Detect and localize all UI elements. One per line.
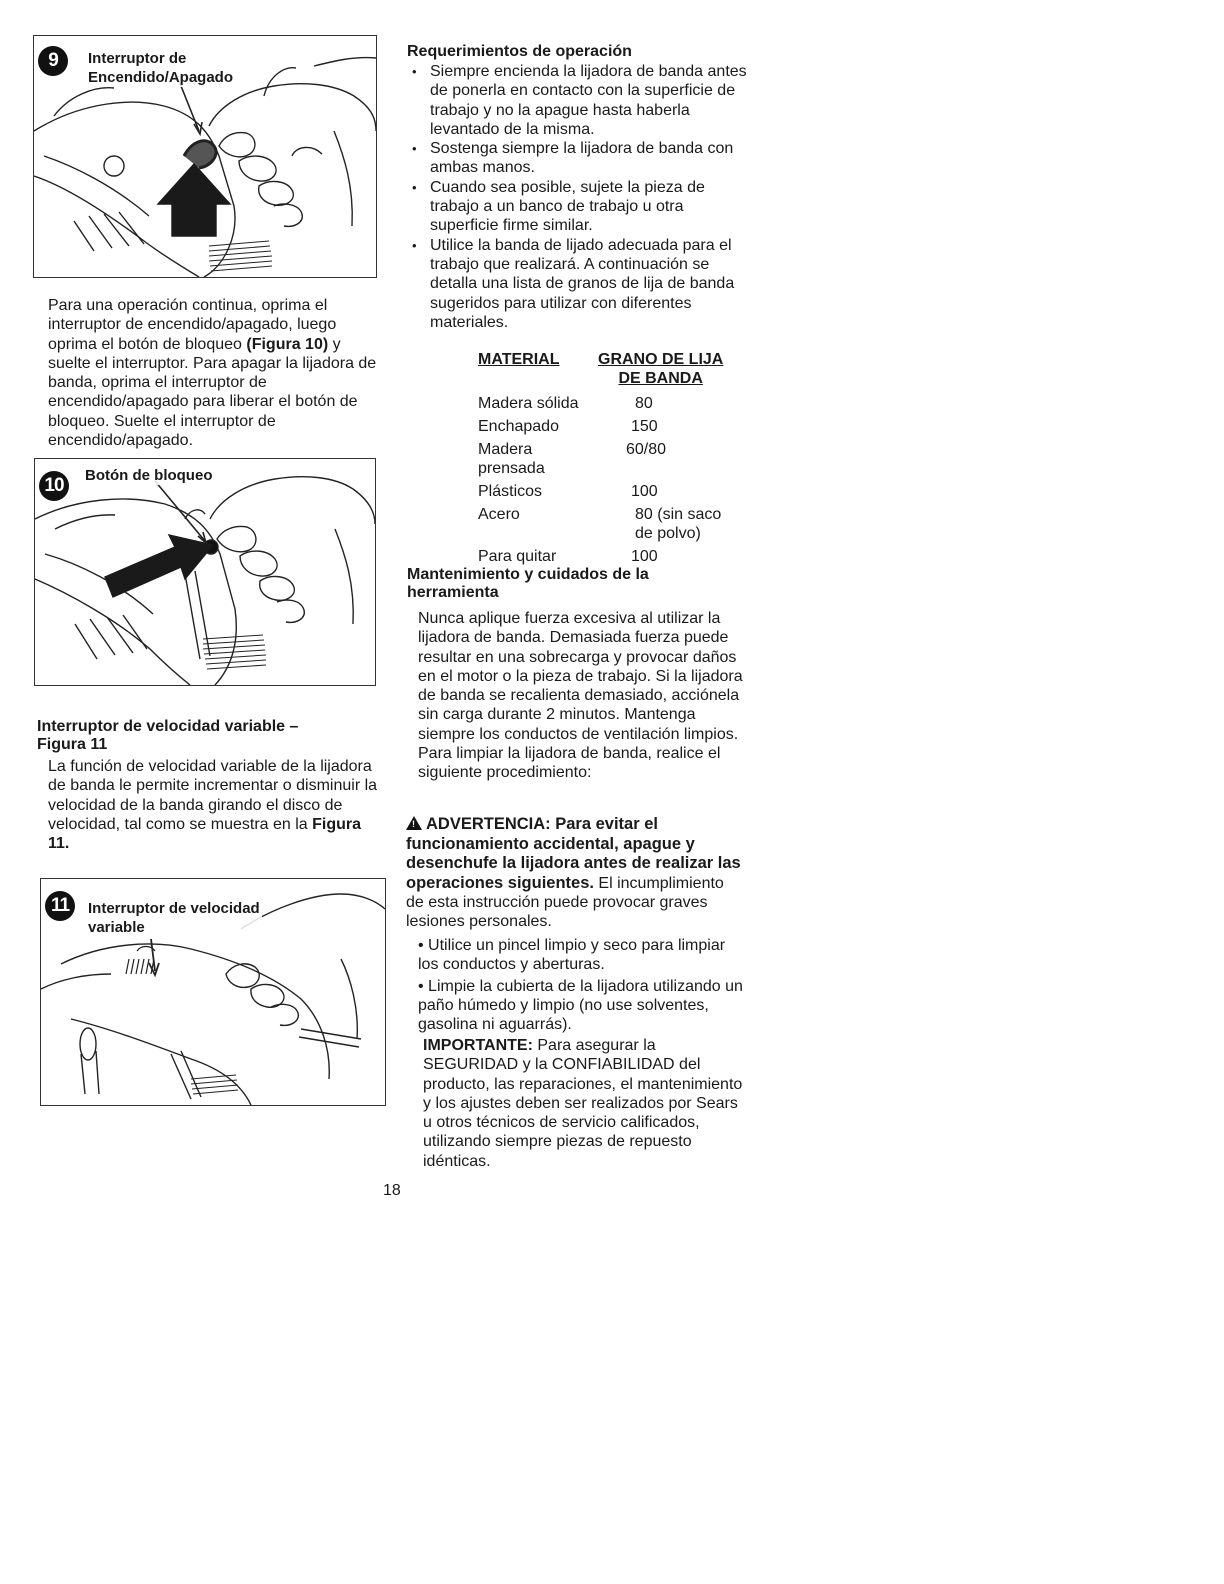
- grit-cell: 150: [631, 418, 658, 435]
- important-block: [423, 1036, 748, 1171]
- requirement-item: • Utilice la banda de lijado adecuada para el trabajo que realizará. A continuación se detalla una lista de granos de lija de banda sugeridos para utilizar con diferentes materiales.: [408, 236, 748, 332]
- grit-header-line2: DE BANDA: [618, 370, 703, 387]
- grit-cell: 100: [631, 548, 658, 565]
- figure-11: [40, 878, 386, 1106]
- maintenance-paragraph: Nunca aplique fuerza excesiva al utilizar la lijadora de banda. Demasiada fuerza puede resultar en una sobrecarga y provocar daños en el motor o la pieza de trabajo. Si la lijadora de banda se recalienta demasiado, acciónela sin carga durante 2 minutos. Mantenga siempre los conductos de ventilación limpios. Para limpiar la lijadora de banda, realice el siguiente procedimiento:: [418, 610, 743, 782]
- variable-speed-text: La función de velocidad variable de la lijadora de banda le permite incrementar o disminuir la velocidad de la banda girando el disco de velocidad, tal como se muestra en la: [48, 758, 378, 833]
- continuous-operation-paragraph: [48, 296, 378, 450]
- grit-cell: 80: [635, 395, 653, 412]
- page-number: 18: [383, 1182, 401, 1199]
- grit-header-line1: GRANO DE LIJA: [598, 351, 724, 368]
- important-label: IMPORTANTE:: [423, 1037, 533, 1054]
- grit-cell: [598, 505, 723, 547]
- grit-cell-line2: de polvo): [635, 525, 701, 542]
- figure-9-label-line1: Interruptor de: [88, 50, 187, 67]
- cleaning-item: • Utilice un pincel limpio y seco para limpiar los conductos y aberturas.: [418, 937, 726, 974]
- variable-speed-heading: [37, 718, 377, 754]
- operation-requirements-list: [408, 62, 748, 332]
- figure-10-label: Botón de bloqueo: [85, 467, 213, 484]
- variable-speed-heading-line1: Interruptor de velocidad variable –: [37, 718, 299, 735]
- material-cell: Madera prensada: [478, 441, 545, 477]
- warning-block: [406, 815, 746, 932]
- grit-column-header: [598, 350, 723, 388]
- table-row: [478, 394, 723, 417]
- requirement-item: • Cuando sea posible, sujete la pieza de trabajo a un banco de trabajo u otra superficie firme similar.: [408, 178, 748, 236]
- variable-speed-paragraph: [48, 757, 381, 853]
- maintenance-heading: [407, 566, 747, 602]
- material-column-header: MATERIAL: [478, 351, 560, 368]
- table-row: [478, 417, 723, 440]
- figure-11-label-line2: variable: [88, 919, 145, 936]
- table-row: [478, 440, 723, 482]
- cleaning-list: [418, 936, 748, 1034]
- table-row: [478, 482, 723, 505]
- grit-cell-line1: 80 (sin saco: [635, 506, 722, 523]
- grit-table-header: [478, 350, 723, 388]
- material-cell: Plásticos: [478, 483, 543, 500]
- grit-table: [478, 350, 723, 570]
- material-cell: Enchapado: [478, 418, 559, 435]
- requirement-item: • Sostenga siempre la lijadora de banda con ambas manos.: [408, 139, 748, 178]
- warning-normal-text: El incumplimiento de esta instrucción puede provocar graves lesiones personales.: [406, 874, 724, 931]
- figure-11-badge: 11: [45, 891, 75, 921]
- figure-9-label: [86, 49, 235, 87]
- variable-speed-heading-line2: Figura 11: [37, 736, 108, 753]
- material-cell: Para quitar: [478, 548, 557, 565]
- material-cell: Madera sólida: [478, 395, 579, 412]
- continuous-text-2: y suelte el interruptor. Para apagar la lijadora de banda, oprima el interruptor de encendido/apagado para liberar el botón de bloqueo. Suelte el interruptor de encendido/apagado.: [48, 335, 377, 450]
- operation-requirements-heading: Requerimientos de operación: [407, 43, 632, 60]
- figure-9: [33, 35, 377, 278]
- warning-bold-text: ADVERTENCIA: Para evitar el funcionamiento accidental, apague y desenchufe la lijadora antes de realizar las operaciones siguientes.: [406, 815, 741, 892]
- continuous-figure-ref: (Figura 10): [246, 335, 329, 353]
- grit-cell: 60/80: [626, 441, 667, 458]
- table-row: [478, 505, 723, 547]
- variable-speed-figure-ref: Figura 11.: [48, 815, 362, 853]
- continuous-text-1: Para una operación continua, oprima el interruptor de encendido/apagado, luego oprima el botón de bloqueo: [48, 297, 337, 353]
- requirement-item: • Siempre encienda la lijadora de banda antes de ponerla en contacto con la superficie de trabajo y no la apague hasta haberla levantado de la misma.: [408, 62, 748, 139]
- important-text: Para asegurar la SEGURIDAD y la CONFIABILIDAD del producto, las reparaciones, el mantenimiento y los ajustes deben ser realizados por Sears u otros técnicos de servicio calificados, utilizando siempre piezas de repuesto idénticas.: [423, 1037, 743, 1170]
- grit-table-container: [478, 350, 723, 570]
- figure-11-label: [86, 899, 262, 937]
- warning-icon: !: [406, 816, 422, 830]
- grit-cell: 100: [631, 483, 658, 500]
- maintenance-heading-line2: herramienta: [407, 584, 499, 601]
- figure-9-label-line2: Encendido/Apagado: [88, 69, 234, 86]
- figure-11-label-line1: Interruptor de velocidad: [88, 900, 260, 917]
- cleaning-item: • Limpie la cubierta de la lijadora utilizando un paño húmedo y limpio (no use solventes, gasolina ni aguarrás).: [418, 977, 743, 1034]
- figure-10-illustration: [35, 459, 375, 685]
- material-cell: Acero: [478, 506, 520, 523]
- figure-10-badge: 10: [39, 471, 69, 501]
- figure-10: [34, 458, 376, 686]
- figure-9-badge: 9: [38, 46, 68, 76]
- maintenance-heading-line1: Mantenimiento y cuidados de la: [407, 566, 649, 583]
